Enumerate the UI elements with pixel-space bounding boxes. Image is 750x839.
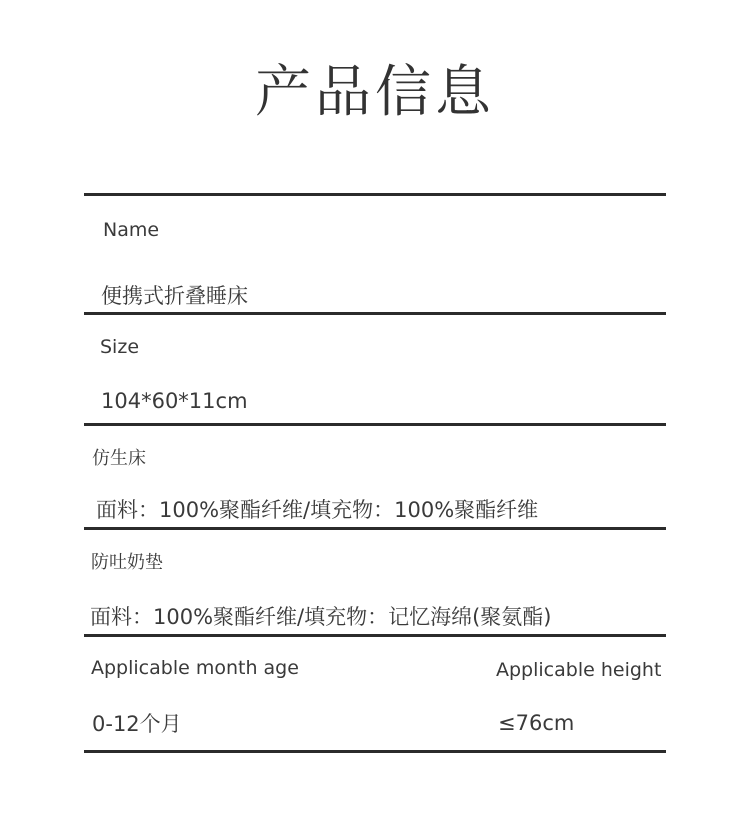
size-label: Size: [100, 336, 140, 358]
name-label: Name: [103, 219, 160, 241]
bionic-bed-label: 仿生床: [92, 448, 146, 469]
divider: [84, 312, 666, 315]
height-value: ≤76cm: [498, 711, 575, 735]
divider: [84, 634, 666, 637]
anti-spit-pad-label: 防吐奶垫: [91, 552, 163, 573]
page-title: 产品信息: [255, 60, 495, 125]
month-age-label: Applicable month age: [91, 657, 299, 679]
height-label: Applicable height: [496, 659, 662, 681]
divider-bottom: [84, 750, 666, 753]
bionic-bed-value: 面料：100%聚酯纤维/填充物：100%聚酯纤维: [96, 498, 539, 522]
divider: [84, 527, 666, 530]
divider-top: [84, 193, 666, 196]
month-age-value: 0-12个月: [92, 712, 182, 736]
name-value: 便携式折叠睡床: [101, 284, 248, 308]
size-value: 104*60*11cm: [101, 389, 248, 413]
divider: [84, 423, 666, 426]
anti-spit-pad-value: 面料：100%聚酯纤维/填充物：记忆海绵(聚氨酯): [90, 605, 552, 629]
